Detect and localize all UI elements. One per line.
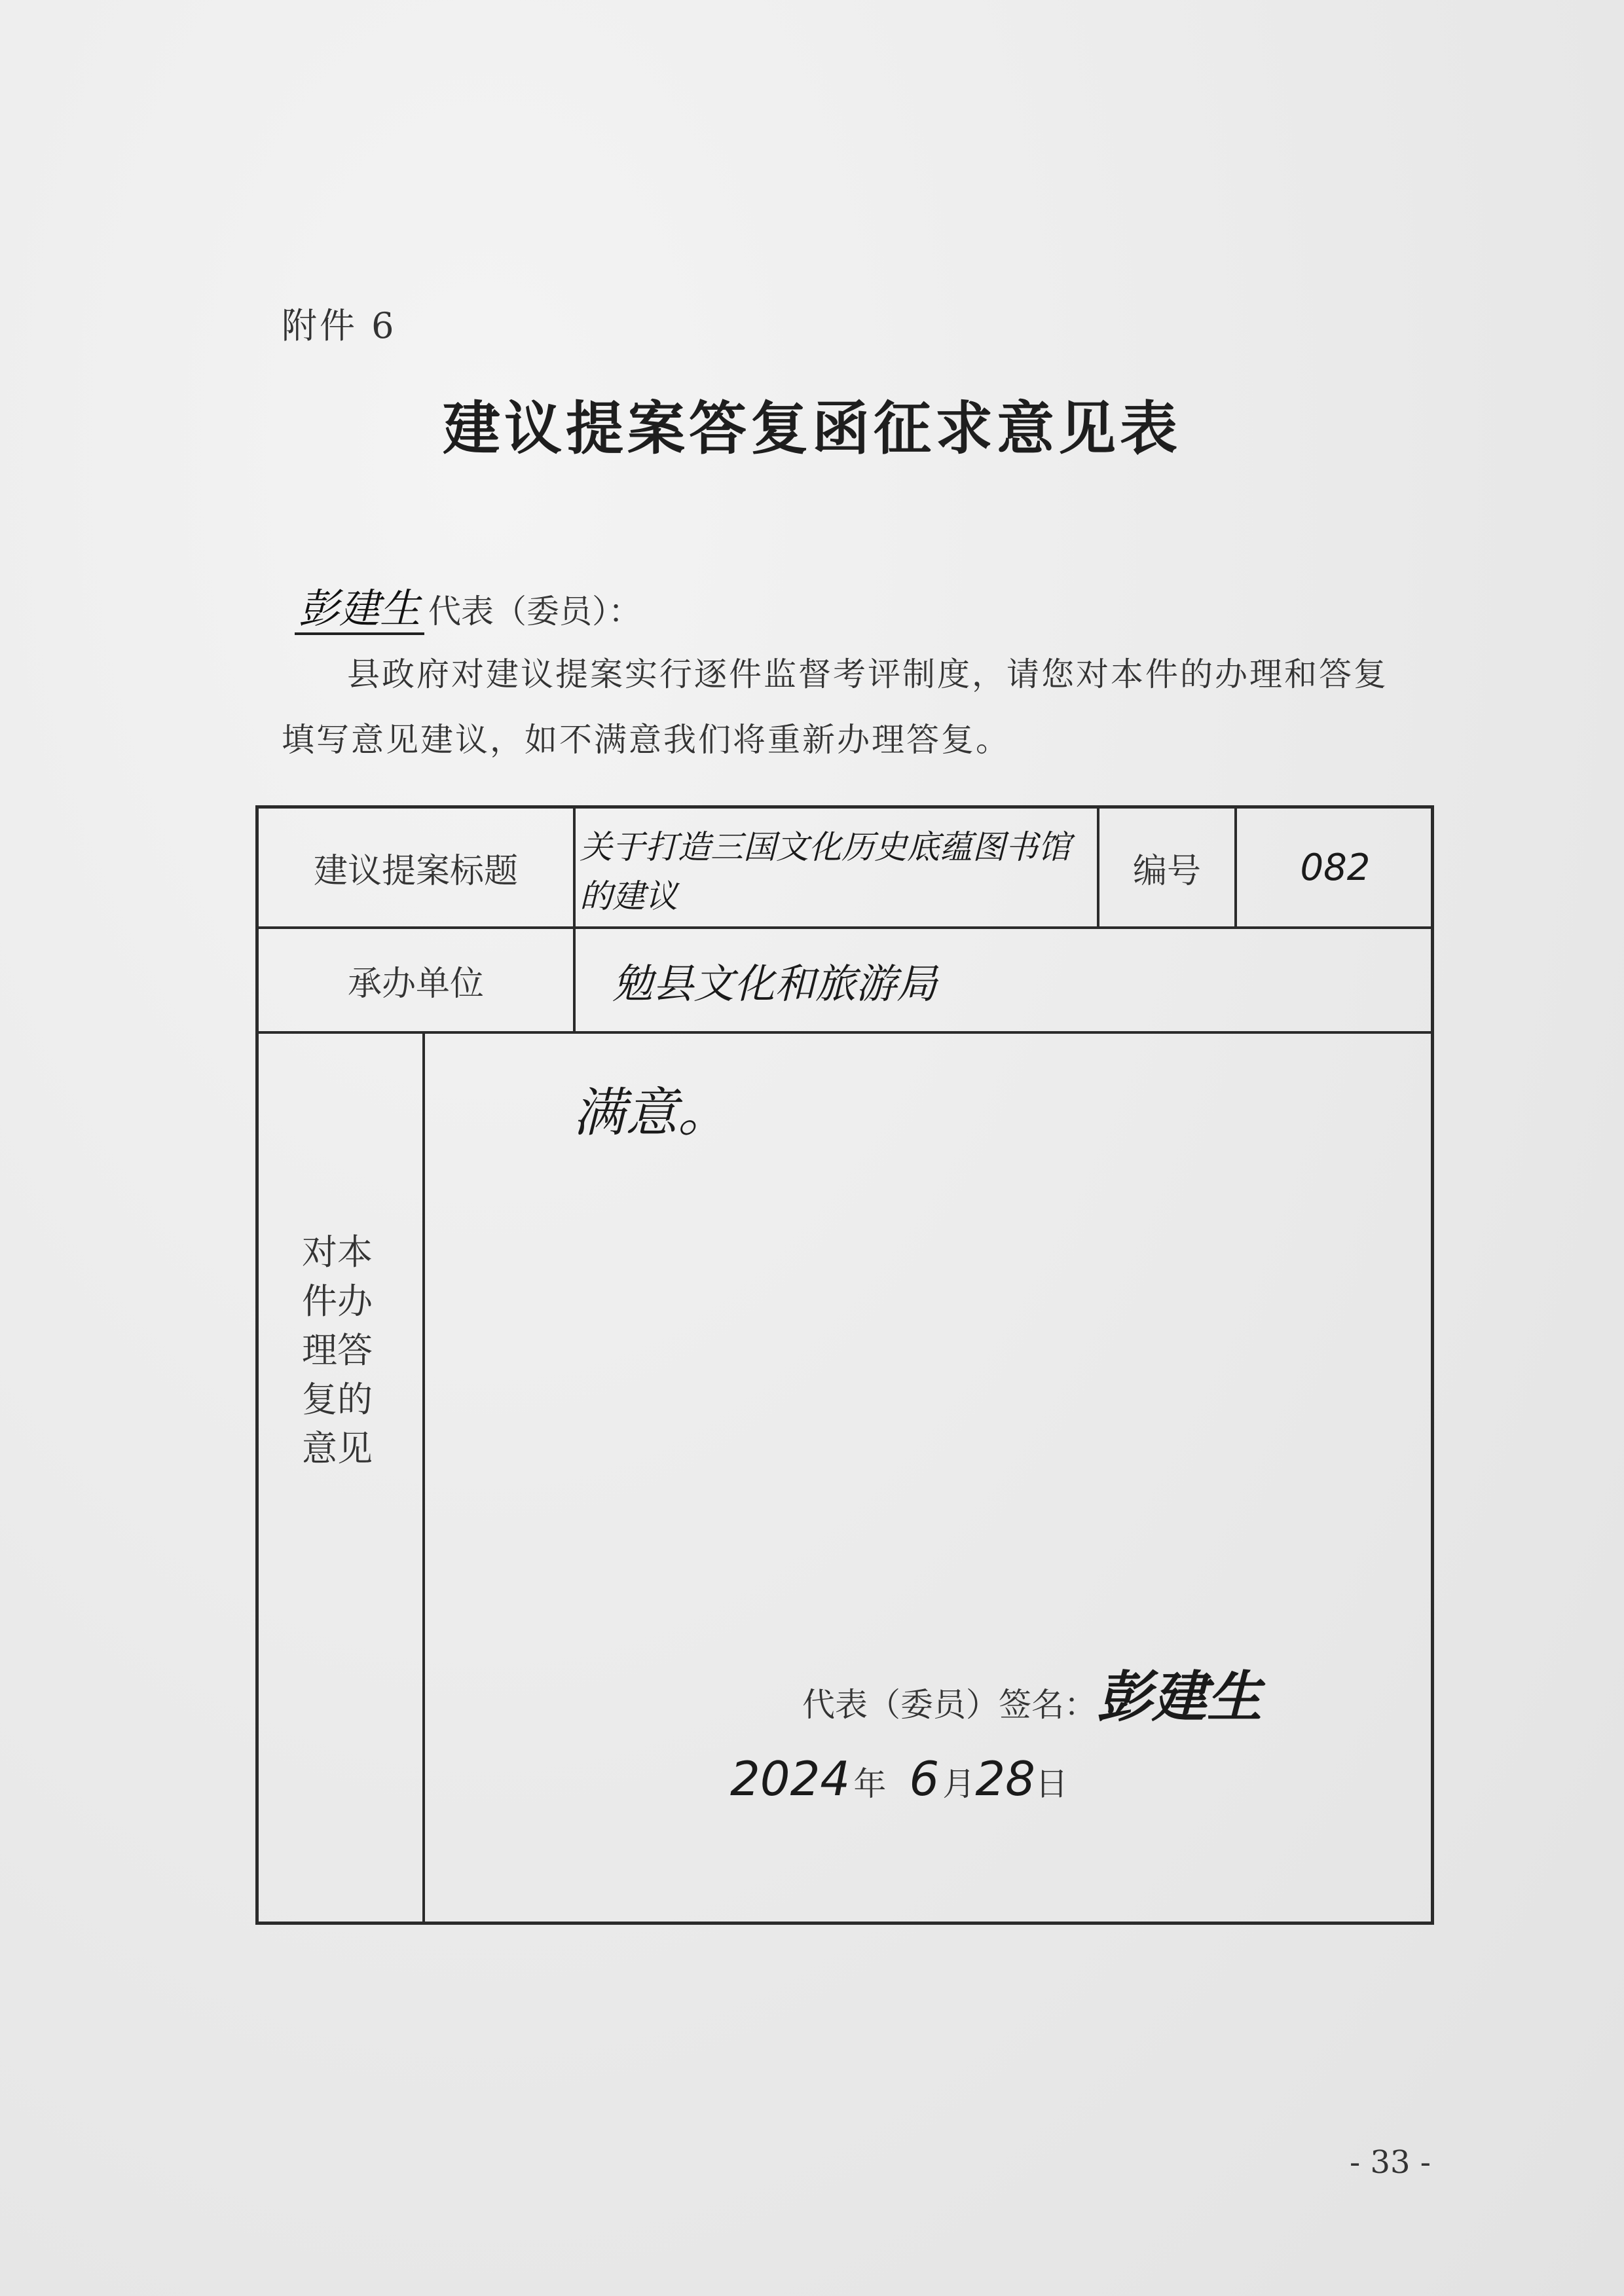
proposal-title-line-1: 关于打造三国文化历史底蕴图书馆 (580, 828, 1071, 866)
undertaking-unit-value: 勉县文化和旅游局 (612, 959, 938, 1008)
date-day-unit: 日 (1035, 1765, 1068, 1803)
delegate-name-handwritten: 彭建生 (295, 585, 424, 635)
number-value: 082 (1300, 846, 1371, 889)
page-number: - 33 - (1349, 2144, 1431, 2181)
column-divider (422, 1031, 425, 1925)
opinion-value-handwritten: 满意。 (573, 1082, 730, 1143)
number-label: 编号 (1132, 851, 1201, 891)
proposal-title-label: 建议提案标题 (313, 851, 518, 891)
date-year: 2024 (730, 1751, 851, 1806)
intro-paragraph-line-2: 填写意见建议，如不满意我们将重新办理答复。 (282, 721, 1010, 759)
undertaking-unit-label: 承办单位 (347, 964, 484, 1004)
signature-handwritten: 彭建生 (1097, 1665, 1263, 1729)
salutation (295, 576, 641, 634)
opinion-label-vertical: 对本件办理答复的意见 (302, 1231, 373, 1469)
opinion-form-table (255, 805, 1434, 1925)
salutation-suffix: 代表（委员）： (428, 592, 642, 630)
date-day: 28 (975, 1751, 1035, 1806)
intro-paragraph-line-1: 县政府对建议提案实行逐件监督考评制度，请您对本件的办理和答复 (347, 655, 1388, 693)
date-line (730, 1751, 1068, 1806)
signature-line (802, 1653, 1262, 1732)
signature-label: 代表（委员）签名： (802, 1686, 1097, 1724)
date-month: 6 (909, 1751, 940, 1806)
column-divider (573, 809, 576, 1031)
attachment-label: 附件 6 (282, 305, 397, 346)
proposal-title-line-2: 的建议 (580, 877, 678, 915)
document-title: 建议提案答复函征求意见表 (442, 394, 1181, 462)
date-month-unit: 月 (942, 1765, 976, 1803)
row-divider (259, 1031, 1431, 1034)
date-year-unit: 年 (853, 1765, 887, 1803)
